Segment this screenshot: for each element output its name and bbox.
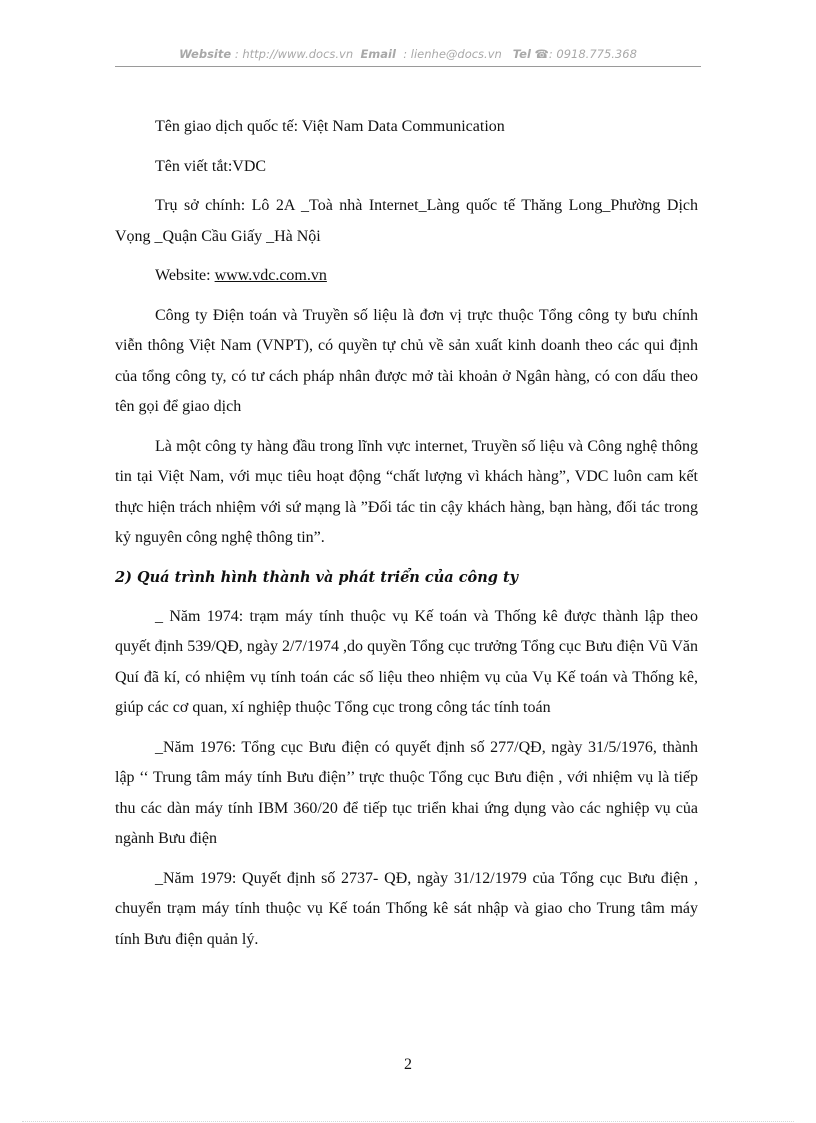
header-tel-value: : 0918.775.368 [548,47,637,61]
document-body [115,112,698,964]
page-bottom-border [22,1121,794,1122]
paragraph-history-1974: _ Năm 1974: trạm máy tính thuộc vụ Kế toán và Thống kê được thành lập theo quyết định 539/QĐ, ngày 2/7/1974 ,do quyền Tổng cục trưởng Tổng cục Bưu điện Vũ Văn Quí đã kí, có nhiệm vụ tính toán các số liệu theo nhiệm vụ của Vụ Kế toán và Thống kê, giúp các cơ quan, xí nghiệp thuộc Tổng cục trong công tác tính toán [115,607,698,716]
paragraph-company-mission: Là một công ty hàng đầu trong lĩnh vực internet, Truyền số liệu và Công nghệ thông tin tại Việt Nam, với mục tiêu hoạt động “chất lượng vì khách hàng”, VDC luôn cam kết thực hiện trách nhiệm với sứ mạng là ”Đối tác tin cậy khách hàng, bạn hàng, đối tác trong kỷ nguyên công nghệ thông tin”. [115,437,698,546]
page-number: 2 [404,1056,412,1073]
page-header [115,47,701,61]
paragraph-history-1979: _Năm 1979: Quyết định số 2737- QĐ, ngày 31/12/1979 của Tổng cục Bưu điện , chuyển trạm máy tính thuộc vụ Kế toán Thống kê sát nhập và giao cho Trung tâm máy tính Bưu điện quản lý. [115,869,698,948]
phone-icon: ☎ [534,47,549,61]
header-email-value: : lienhe@docs.vn [403,47,502,61]
paragraph-company-description: Công ty Điện toán và Truyền số liệu là đơn vị trực thuộc Tổng công ty bưu chính viễn thông Việt Nam (VNPT), có quyền tự chủ về sản xuất kinh doanh theo các qui định của tổng công ty, có tư cách pháp nhân được mở tài khoản ở Ngân hàng, có con dấu theo tên gọi để giao dịch [115,306,698,415]
website-label: Website: [155,267,215,284]
paragraph-history-1976: _Năm 1976: Tổng cục Bưu điện có quyết định số 277/QĐ, ngày 31/5/1976, thành lập ‘‘ Trung tâm máy tính Bưu điện’’ trực thuộc Tổng cục Bưu điện , với nhiệm vụ là tiếp thu các dàn máy tính IBM 360/20 để tiếp tục triển khai ứng dụng vào các nghiệp vụ của ngành Bưu điện [115,738,698,847]
website-link[interactable]: www.vdc.com.vn [214,267,327,284]
header-website-value: : http://www.docs.vn [234,47,354,61]
header-rule [115,66,701,67]
paragraph-abbreviation: Tên viết tắt:VDC [155,157,267,175]
header-email-label: Email [360,47,396,61]
paragraph-international-name: Tên giao dịch quốc tế: Việt Nam Data Communication [155,118,505,135]
section-heading: 2) Quá trình hình thành và phát triển của công ty [115,568,519,586]
paragraph-head-office: Trụ sở chính: Lô 2A _Toà nhà Internet_Làng quốc tế Thăng Long_Phường Dịch Vọng _Quận Cầu Giấy _Hà Nội [115,197,698,245]
paragraph-website [115,261,698,292]
header-website-label: Website [179,47,232,61]
header-tel-label: Tel [512,47,531,61]
